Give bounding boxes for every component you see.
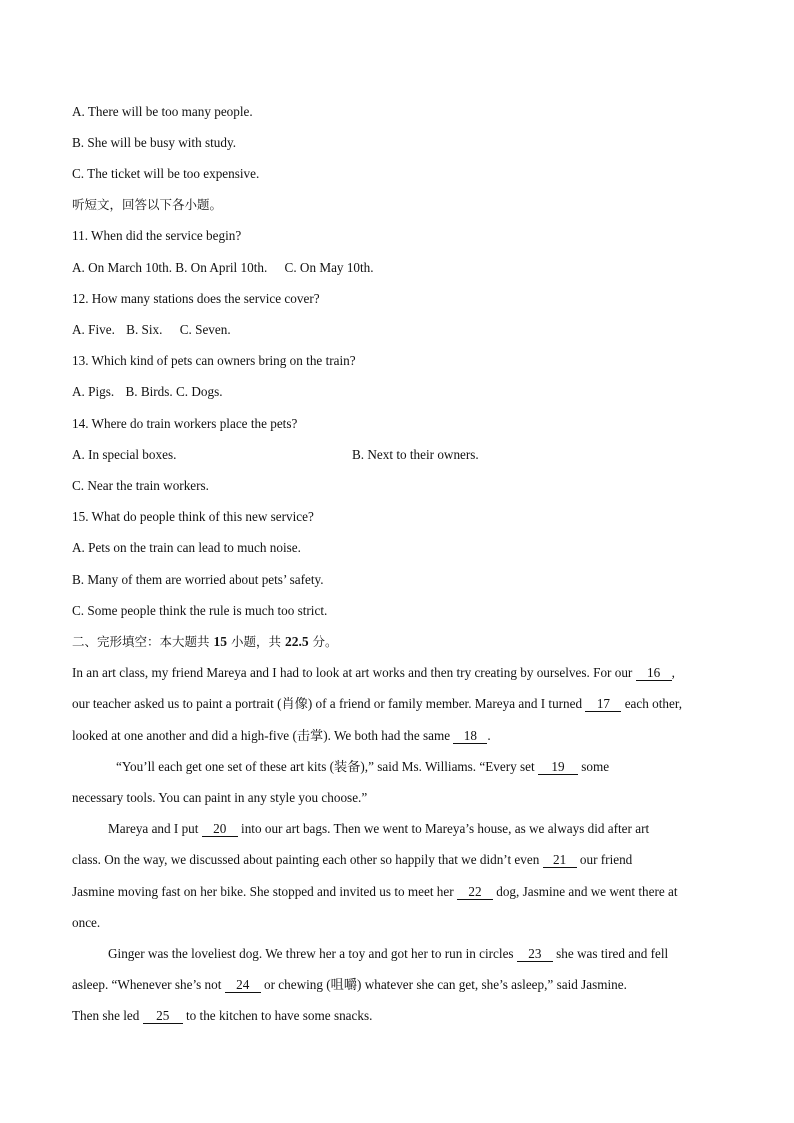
option-a: A. Five.	[72, 322, 115, 337]
passage-text: our teacher asked us to paint a portrait (肖像) of a friend or family member. Mareya and I turned	[72, 696, 586, 711]
question-12: 12. How many stations does the service cover?	[72, 291, 320, 306]
passage-text: “You’ll each get one set of these art kits (装备),” said Ms. Williams. “Every set	[116, 759, 538, 774]
passage-line	[108, 820, 649, 838]
passage-line	[72, 851, 632, 869]
question-11: 11. When did the service begin?	[72, 228, 242, 243]
option-b: B. Next to their owners.	[352, 447, 479, 462]
passage-text: she was tired and fell	[552, 946, 669, 961]
passage-line	[72, 1007, 372, 1025]
section-title-suffix: 分。	[308, 634, 338, 649]
passage-line: necessary tools. You can paint in any style you choose.”	[72, 790, 368, 805]
blank-24[interactable]: 24	[225, 978, 261, 993]
question-14: 14. Where do train workers place the pets?	[72, 416, 298, 431]
option-c: C. Seven.	[179, 322, 231, 337]
q10-option-b: B. She will be busy with study.	[72, 135, 236, 150]
question-15-option-c: C. Some people think the rule is much too strict.	[72, 603, 328, 618]
passage-line	[72, 727, 491, 745]
passage-text: each other,	[621, 696, 683, 711]
passage-text: dog, Jasmine and we went there at	[492, 884, 678, 899]
question-13: 13. Which kind of pets can owners bring on the train?	[72, 353, 356, 368]
section-question-count: 15	[213, 634, 227, 649]
blank-19[interactable]: 19	[538, 760, 578, 775]
passage-text: Then she led	[72, 1008, 143, 1023]
question-14-options-ab	[72, 446, 176, 464]
section-title-mid: 小题，共	[226, 634, 285, 649]
blank-18[interactable]: 18	[453, 729, 487, 744]
passage-line	[72, 695, 682, 713]
passage-text: or chewing (咀嚼) whatever she can get, she’s asleep,” said Jasmine.	[260, 977, 627, 992]
question-12-options	[72, 321, 231, 339]
blank-16[interactable]: 16	[636, 666, 672, 681]
option-c: C. On May 10th.	[284, 260, 374, 275]
passage-text: .	[487, 728, 491, 743]
passage-line: once.	[72, 915, 101, 930]
q10-option-a: A. There will be too many people.	[72, 104, 253, 119]
passage-line	[72, 664, 675, 682]
option-a: A. On March 10th.	[72, 260, 172, 275]
blank-20[interactable]: 20	[202, 822, 238, 837]
passage-line	[72, 883, 678, 901]
passage-text: into our art bags. Then we went to Mareya’s house, as we always did after art	[237, 821, 650, 836]
passage-text: In an art class, my friend Mareya and I had to look at art works and then try creating by ourselves. For our	[72, 665, 636, 680]
passage-text: class. On the way, we discussed about painting each other so happily that we didn’t even	[72, 852, 543, 867]
passage-text: asleep. “Whenever she’s not	[72, 977, 225, 992]
section-2-title	[72, 633, 338, 651]
passage-text: Jasmine moving fast on her bike. She stopped and invited us to meet her	[72, 884, 457, 899]
option-a: A. Pigs.	[72, 384, 115, 399]
passage-line	[72, 976, 627, 994]
passage-text: looked at one another and did a high-five (击掌). We both had the same	[72, 728, 454, 743]
section-score: 22.5	[284, 634, 309, 649]
passage-text: ,	[671, 665, 675, 680]
passage-text: our friend	[576, 852, 633, 867]
passage-text: to the kitchen to have some snacks.	[182, 1008, 373, 1023]
question-11-options	[72, 259, 374, 277]
question-13-options	[72, 383, 223, 401]
blank-21[interactable]: 21	[543, 853, 577, 868]
option-c: C. Dogs.	[176, 384, 223, 399]
blank-17[interactable]: 17	[585, 697, 621, 712]
passage-line	[108, 945, 668, 963]
option-b: B. On April 10th.	[175, 260, 268, 275]
passage-text: Mareya and I put	[108, 821, 202, 836]
q10-option-c: C. The ticket will be too expensive.	[72, 166, 260, 181]
option-c: C. Near the train workers.	[72, 478, 209, 493]
section-title-prefix: 二、完形填空：本大题共	[72, 634, 214, 649]
passage-text: some	[578, 759, 610, 774]
blank-22[interactable]: 22	[457, 885, 493, 900]
section-instruction: 听短文，回答以下各小题。	[72, 197, 223, 212]
option-b: B. Birds.	[125, 384, 173, 399]
question-15-option-b: B. Many of them are worried about pets’ safety.	[72, 572, 324, 587]
question-15: 15. What do people think of this new service?	[72, 509, 314, 524]
question-15-option-a: A. Pets on the train can lead to much noise.	[72, 540, 301, 555]
option-a: A. In special boxes.	[72, 447, 177, 462]
passage-line	[116, 758, 609, 776]
blank-23[interactable]: 23	[517, 947, 553, 962]
passage-text: Ginger was the loveliest dog. We threw her a toy and got her to run in circles	[108, 946, 517, 961]
blank-25[interactable]: 25	[143, 1009, 183, 1024]
option-b: B. Six.	[126, 322, 163, 337]
